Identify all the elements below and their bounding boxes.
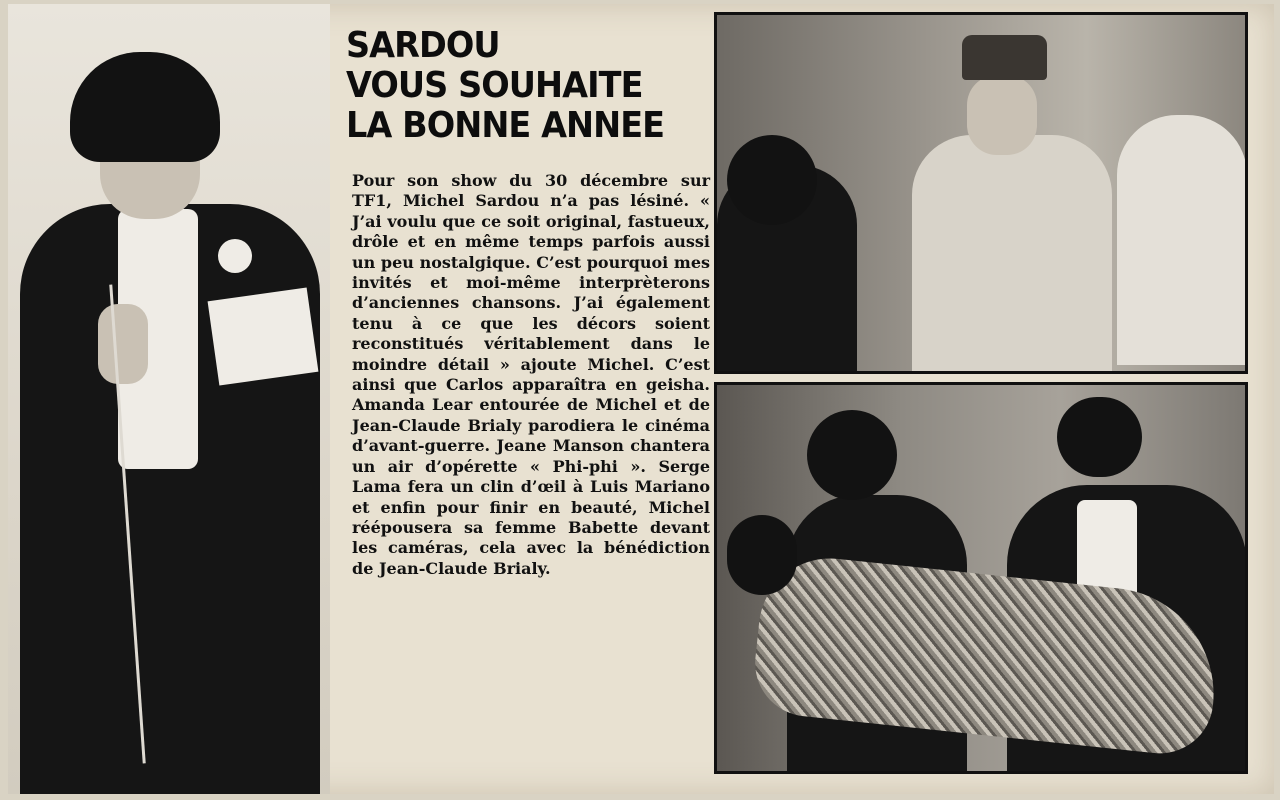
newspaper-clipping [8, 4, 1274, 794]
photo-shape-paper-card [208, 287, 319, 385]
article-body [352, 171, 710, 579]
photo-costume-scene [714, 12, 1248, 374]
photo-shape-hat [962, 35, 1047, 80]
photo-trio-scene [714, 382, 1248, 774]
photo-shape-hand [98, 304, 148, 384]
headline-line-2: VOUS SOUHAITE [346, 65, 643, 106]
photo-shape-face-center [967, 75, 1037, 155]
main-photo-singer [8, 4, 330, 794]
headline-line-3: LA BONNE ANNEE [346, 105, 665, 146]
photo-shape-veil [1117, 115, 1247, 365]
photo-shape-hair-left [727, 135, 817, 225]
photo-shape-hair-center [807, 410, 897, 500]
article-text: Pour son show du 30 décembre sur TF1, Michel Sardou n’a pas lésiné. « J’ai voulu que ce soit original, fastueux, drôle et en même temps parfois aussi un peu nostalgique. C’est pourquoi mes invités et moi-même interprèterons d’anciennes chansons. J’ai également tenu à ce que les décors soient reconstitués véritablement dans le moindre détail » ajoute Michel. C’est ainsi que Carlos apparaîtra en geisha. Amanda Lear entourée de Michel et de Jean-Claude Brialy parodiera le cinéma d’avant-guerre. Jeane Manson chantera un air d’opérette « Phi-phi ». Serge Lama fera un clin d’œil à Luis Mariano et enfin pour finir en beauté, Michel réépousera sa femme Babette devant les caméras, cela avec la bénédiction de Jean-Claude Brialy. [352, 171, 710, 578]
headline-line-1: SARDOU [346, 25, 500, 66]
photo-shape-hair-right [1057, 397, 1142, 477]
headline [346, 26, 699, 146]
photo-shape-hair [70, 52, 220, 162]
photo-shape-robe [912, 135, 1112, 374]
photo-shape-flower [218, 239, 252, 273]
photo-shape-hair-woman [727, 515, 797, 595]
